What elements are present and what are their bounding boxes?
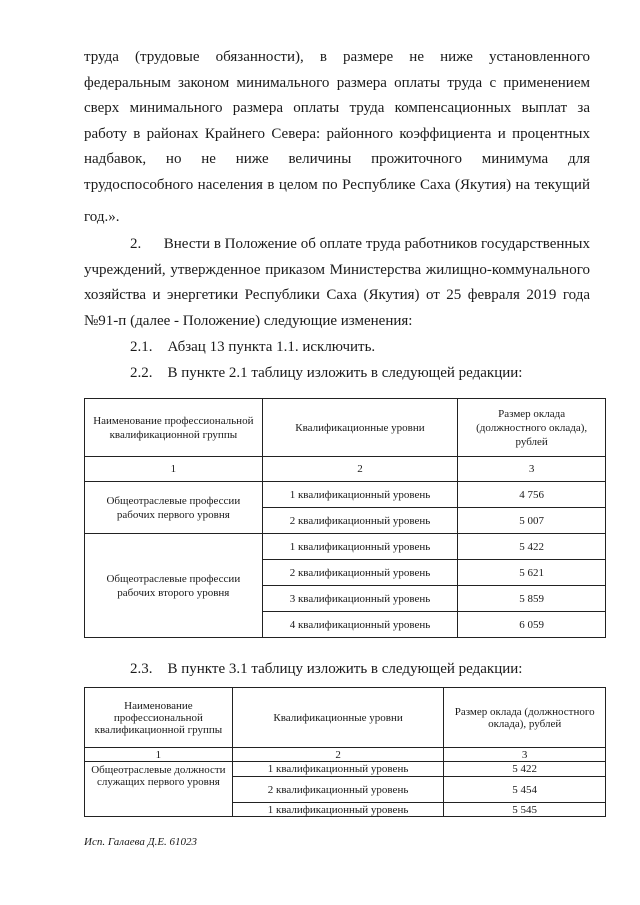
- column-number: 2: [262, 457, 458, 482]
- text-line: сверх минимального размера оплаты труда компенсационных выплат за: [84, 100, 590, 116]
- text-line: хозяйства и энергетики Республики Саха (Якутия) от 25 февраля 2019 года: [84, 287, 590, 303]
- text-line: 2. Внести в Положение об оплате труда работников государственных: [130, 236, 590, 252]
- salary-cell: 6 059: [458, 612, 606, 638]
- table-row: [85, 534, 606, 560]
- salary-cell: 5 422: [458, 534, 606, 560]
- text-line: надбавок, но не ниже величины прожиточного минимума для: [84, 151, 590, 167]
- level-cell: 2 квалификационный уровень: [262, 560, 458, 586]
- header-salary: Размер оклада (должностного оклада), рублей: [458, 399, 606, 457]
- paragraph-1-end: год.».: [84, 209, 120, 225]
- column-number: 1: [85, 457, 263, 482]
- text-line: трудоспособного населения в целом по Республике Саха (Якутия) на текущий: [84, 176, 590, 193]
- text-line: учреждений, утвержденное приказом Министерства жилищно-коммунального: [84, 261, 590, 278]
- table-row: [85, 482, 606, 508]
- header-group: Наименование профессиональной квалификационной группы: [85, 399, 263, 457]
- column-number: 3: [444, 748, 606, 762]
- salary-cell: 5 621: [458, 560, 606, 586]
- paragraph-2: [84, 232, 590, 309]
- group-name: Общеотраслевые профессии рабочих второго уровня: [85, 534, 263, 638]
- group-name: Общеотраслевые профессии рабочих первого уровня: [85, 482, 263, 534]
- item-2-2: 2.2. В пункте 2.1 таблицу изложить в следующей редакции:: [130, 365, 523, 381]
- text-line: труда (трудовые обязанности), в размере не ниже установленного: [84, 49, 590, 65]
- salary-cell: 5 007: [458, 508, 606, 534]
- column-number: 2: [232, 748, 444, 762]
- level-cell: 2 квалификационный уровень: [262, 508, 458, 534]
- salary-cell: 4 756: [458, 482, 606, 508]
- text-line: работу в районах Крайнего Севера: районного коэффициента и процентных: [84, 125, 590, 142]
- level-cell: 1 квалификационный уровень: [232, 803, 444, 817]
- text-line: федеральным законом минимального размера оплаты труда с применением: [84, 74, 590, 91]
- column-number: 3: [458, 457, 606, 482]
- salary-cell: 5 545: [444, 803, 606, 817]
- header-group: Наименование профессиональной квалификационной группы: [85, 688, 233, 748]
- level-cell: 4 квалификационный уровень: [262, 612, 458, 638]
- salary-table-employees: [84, 687, 606, 817]
- level-cell: 2 квалификационный уровень: [232, 777, 444, 803]
- level-cell: 1 квалификационный уровень: [262, 534, 458, 560]
- level-cell: 1 квалификационный уровень: [232, 762, 444, 777]
- level-cell: 3 квалификационный уровень: [262, 586, 458, 612]
- level-cell: 1 квалификационный уровень: [262, 482, 458, 508]
- salary-cell: 5 422: [444, 762, 606, 777]
- item-2-1: 2.1. Абзац 13 пункта 1.1. исключить.: [130, 339, 376, 355]
- header-levels: Квалификационные уровни: [262, 399, 458, 457]
- paragraph-1: [84, 45, 590, 198]
- group-name: Общеотраслевые должности служащих первого уровня: [85, 762, 233, 817]
- table-row: [85, 762, 606, 777]
- item-2-3: 2.3. В пункте 3.1 таблицу изложить в следующей редакции:: [130, 661, 523, 677]
- column-number: 1: [85, 748, 233, 762]
- executor-note: Исп. Галаева Д.Е. 61023: [84, 836, 198, 848]
- header-salary: Размер оклада (должностного оклада), рублей: [444, 688, 606, 748]
- salary-table-workers: [84, 398, 606, 638]
- paragraph-2-end: №91-п (далее - Положение) следующие изменения:: [84, 313, 413, 329]
- header-levels: Квалификационные уровни: [232, 688, 444, 748]
- salary-cell: 5 859: [458, 586, 606, 612]
- salary-cell: 5 454: [444, 777, 606, 803]
